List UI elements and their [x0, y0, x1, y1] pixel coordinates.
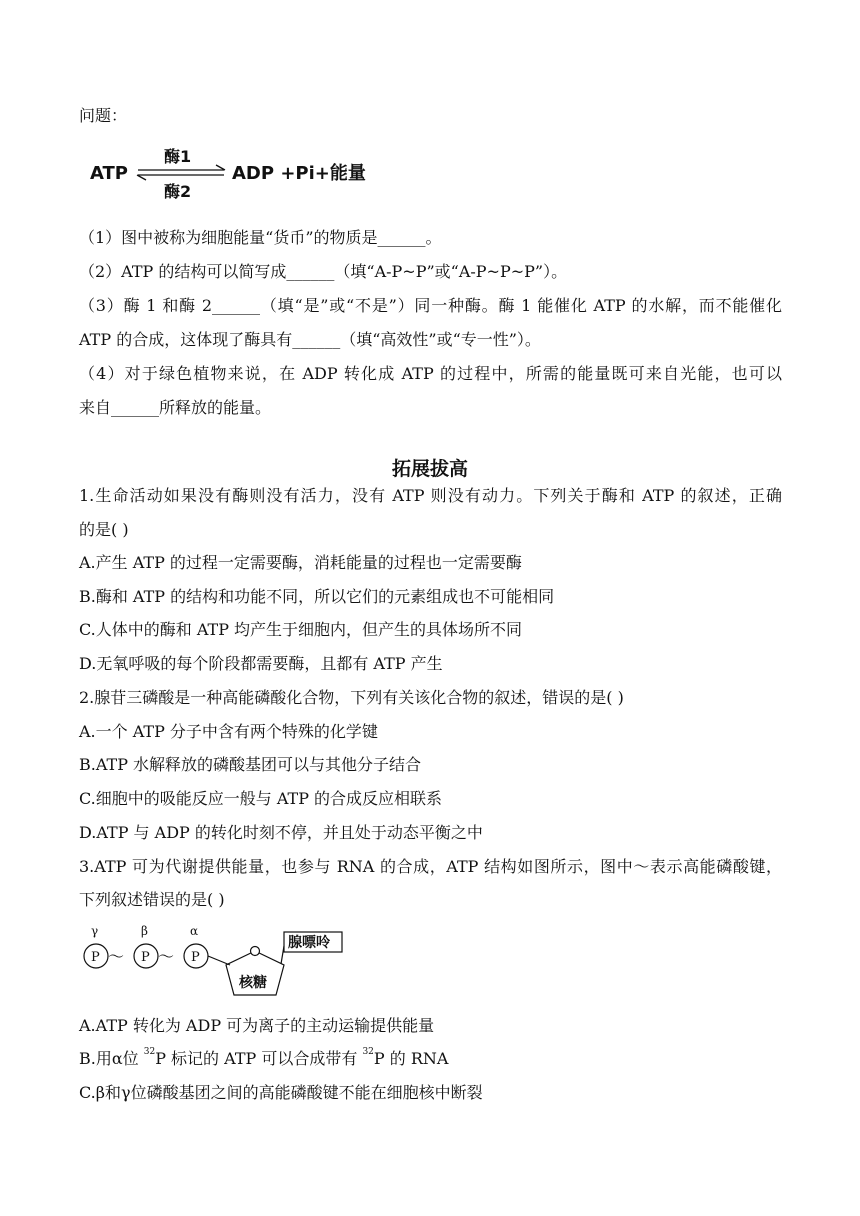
option-b-middle: P 标记的 ATP 可以合成带有: [155, 1049, 363, 1068]
question-stem: 1.生命活动如果没有酶则没有活力，没有 ATP 则没有动力。下列关于酶和 ATP 的叙述，正确: [79, 486, 782, 505]
isotope-superscript: 32: [362, 1047, 374, 1057]
adenine-label: 腺嘌呤: [288, 935, 330, 951]
question-stem: 的是( ): [79, 520, 129, 539]
question-line: （3）酶 1 和酶 2______（填“是”或“不是”）同一种酶。酶 1 能催化 ATP 的水解，而不能催化: [79, 296, 782, 315]
ribose-label: 核糖: [239, 975, 267, 991]
question-line: ATP 的合成，这体现了酶具有______（填“高效性”或“专一性”）。: [79, 330, 541, 349]
question-stem: 2.腺苷三磷酸是一种高能磷酸化合物，下列有关该化合物的叙述，错误的是( ): [79, 688, 624, 707]
answer-option: C.人体中的酶和 ATP 均产生于细胞内，但产生的具体场所不同: [79, 620, 523, 639]
answer-option: C.β和γ位磷酸基团之间的高能磷酸键不能在细胞核中断裂: [79, 1083, 483, 1102]
reaction-atp: ATP: [90, 163, 129, 184]
question-stem: 3.ATP 可为代谢提供能量，也参与 RNA 的合成，ATP 结构如图所示，图中～表示高能磷酸键，: [79, 857, 782, 876]
phosphate-gamma-label: P: [91, 950, 100, 965]
reaction-diagram: [88, 144, 378, 200]
beta-label: β: [141, 924, 148, 938]
intro-label: 问题：: [79, 106, 128, 125]
answer-option: D.ATP 与 ADP 的转化时刻不停，并且处于动态平衡之中: [79, 823, 483, 842]
answer-option: A.一个 ATP 分子中含有两个特殊的化学键: [79, 722, 378, 741]
option-b-prefix: B.用α位: [79, 1049, 144, 1068]
atp-structure-diagram: [80, 922, 348, 998]
answer-option: A.产生 ATP 的过程一定需要酶，消耗能量的过程也一定需要酶: [79, 553, 522, 572]
alpha-label: α: [190, 924, 199, 938]
question-line: （1）图中被称为细胞能量“货币”的物质是______。: [79, 228, 442, 247]
phosphate-sugar-bond: [208, 956, 230, 965]
option-b-suffix: P 的 RNA: [373, 1049, 449, 1068]
question-line: 来自______所释放的能量。: [79, 398, 272, 417]
isotope-superscript: 32: [143, 1047, 156, 1057]
answer-option: C.细胞中的吸能反应一般与 ATP 的合成反应相联系: [79, 789, 443, 808]
ring-oxygen: [251, 947, 260, 956]
answer-option: D.无氧呼吸的每个阶段都需要酶，且都有 ATP 产生: [79, 654, 443, 673]
section-title: 拓展拔高: [391, 458, 468, 480]
high-energy-bond: ～: [158, 947, 175, 966]
answer-option: B.酶和 ATP 的结构和功能不同，所以它们的元素组成也不可能相同: [79, 587, 555, 606]
question-stem: 下列叙述错误的是( ): [79, 890, 225, 909]
answer-option: B.ATP 水解释放的磷酸基团可以与其他分子结合: [79, 755, 422, 774]
high-energy-bond: ～: [108, 947, 125, 966]
phosphate-beta-label: P: [141, 950, 150, 965]
gamma-label: γ: [91, 924, 99, 938]
reaction-products: ADP +Pi+能量: [232, 163, 366, 184]
reaction-enzyme-top: 酶1: [164, 147, 192, 166]
reaction-enzyme-bottom: 酶2: [164, 182, 192, 201]
question-line: （2）ATP 的结构可以简写成______（填“A-P~P”或“A-P~P~P”）。: [79, 262, 568, 281]
answer-option-b: [79, 1049, 782, 1069]
question-line: （4）对于绿色植物来说，在 ADP 转化成 ATP 的过程中，所需的能量既可来自光能，也可以: [79, 364, 782, 383]
phosphate-alpha-label: P: [191, 950, 200, 965]
answer-option: A.ATP 转化为 ADP 可为离子的主动运输提供能量: [79, 1016, 435, 1035]
